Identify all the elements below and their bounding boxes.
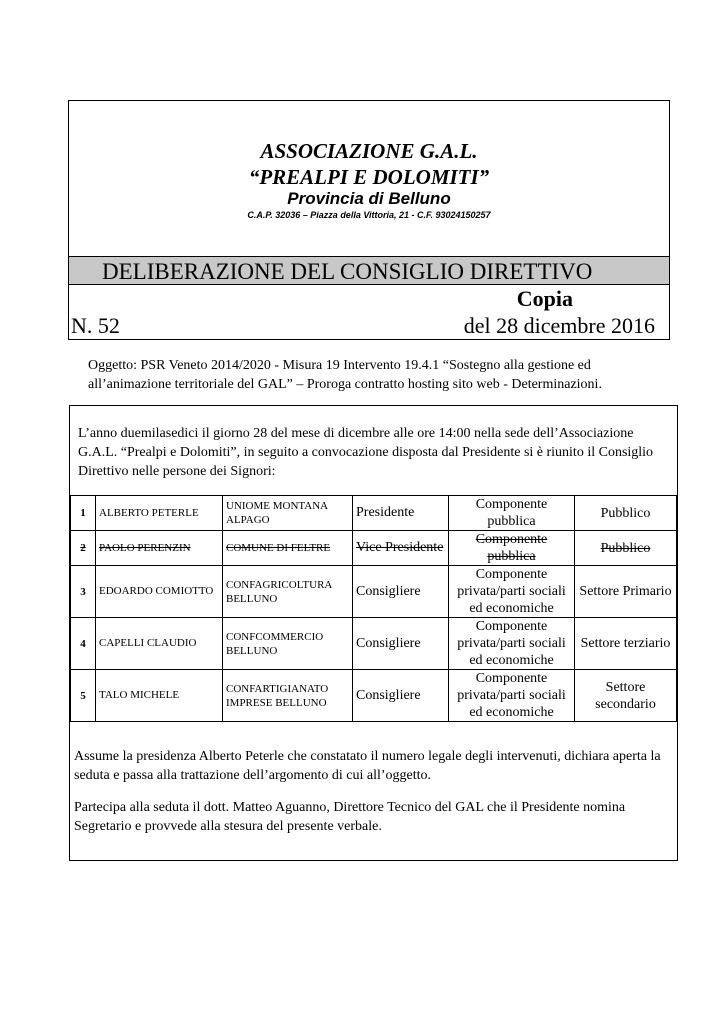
member-name: TALO MICHELE: [96, 670, 223, 722]
secretary-paragraph: Partecipa alla seduta il dott. Matteo Aguanno, Direttore Tecnico del GAL che il Presidente nomina Segretario e provvede alla stesura del presente verbale.: [74, 800, 626, 834]
member-role: Consigliere: [353, 618, 449, 670]
member-component: Componente pubblica: [449, 496, 575, 531]
member-org: CONFAGRICOLTURA BELLUNO: [223, 566, 353, 618]
member-org: COMUNE DI FELTRE: [223, 531, 353, 566]
member-number: 4: [71, 618, 96, 670]
deliberation-number: N. 52: [71, 313, 120, 338]
deliberation-date: del 28 dicembre 2016: [463, 313, 655, 338]
doc-type-band: [69, 256, 669, 285]
member-component: Componente privata/parti sociali ed economiche: [449, 670, 575, 722]
member-name: PAOLO PERENZIN: [96, 531, 223, 566]
member-role: Vice Presidente: [353, 531, 449, 566]
member-component: Componente privata/parti sociali ed economiche: [449, 618, 575, 670]
member-number: 3: [71, 566, 96, 618]
minutes-box: [69, 405, 678, 861]
member-role: Consigliere: [353, 670, 449, 722]
table-row: [71, 531, 677, 566]
address: C.A.P. 32036 – Piazza della Vittoria, 21 - C.F. 93024150257: [247, 210, 491, 220]
subject: [88, 356, 668, 394]
table-row: [71, 618, 677, 670]
province: Provincia di Belluno: [287, 189, 451, 208]
org-name: ASSOCIAZIONE G.A.L.: [260, 139, 478, 163]
member-sector: Pubblico: [575, 496, 677, 531]
member-org: UNIOME MONTANA ALPAGO: [223, 496, 353, 531]
member-number: 1: [71, 496, 96, 531]
member-name: EDOARDO COMIOTTO: [96, 566, 223, 618]
member-component: Componente pubblica: [449, 531, 575, 566]
copy-label: Copia: [516, 286, 573, 311]
member-component: Componente privata/parti sociali ed economiche: [449, 566, 575, 618]
table-row: [71, 670, 677, 722]
member-org: CONFARTIGIANATO IMPRESE BELLUNO: [223, 670, 353, 722]
member-role: Presidente: [353, 496, 449, 531]
member-name: CAPELLI CLAUDIO: [96, 618, 223, 670]
org-subname: “PREALPI E DOLOMITI”: [248, 165, 490, 189]
table-row: [71, 566, 677, 618]
doc-type: DELIBERAZIONE DEL CONSIGLIO DIRETTIVO: [102, 259, 593, 284]
document-header: [68, 100, 670, 340]
intro-text: L’anno duemilasedici il giorno 28 del mese di dicembre alle ore 14:00 nella sede dell’Associazione G.A.L. “Prealpi e Dolomiti”, in seguito a convocazione disposta dal Presidente si è riunito il Consiglio Direttivo nelle persone dei Signori:: [78, 426, 654, 479]
member-number: 2: [71, 531, 96, 566]
table-row: [71, 496, 677, 531]
member-role: Consigliere: [353, 566, 449, 618]
member-org: CONFCOMMERCIO BELLUNO: [223, 618, 353, 670]
member-number: 5: [71, 670, 96, 722]
subject-line-2: all’animazione territoriale del GAL” – Proroga contratto hosting sito web - Determinazioni.: [88, 377, 602, 392]
member-sector: Settore Primario: [575, 566, 677, 618]
subject-line-1: Oggetto: PSR Veneto 2014/2020 - Misura 19 Intervento 19.4.1 “Sostegno alla gestione ed: [88, 358, 591, 373]
member-sector: Settore terziario: [575, 618, 677, 670]
presidency-paragraph: Assume la presidenza Alberto Peterle che constatato il numero legale degli intervenuti, dichiara aperta la seduta e passa alla trattazione dell’argomento di cui all’oggetto.: [74, 749, 661, 783]
member-name: ALBERTO PETERLE: [96, 496, 223, 531]
members-table: [70, 495, 677, 722]
member-sector: Settore secondario: [575, 670, 677, 722]
member-sector: Pubblico: [575, 531, 677, 566]
